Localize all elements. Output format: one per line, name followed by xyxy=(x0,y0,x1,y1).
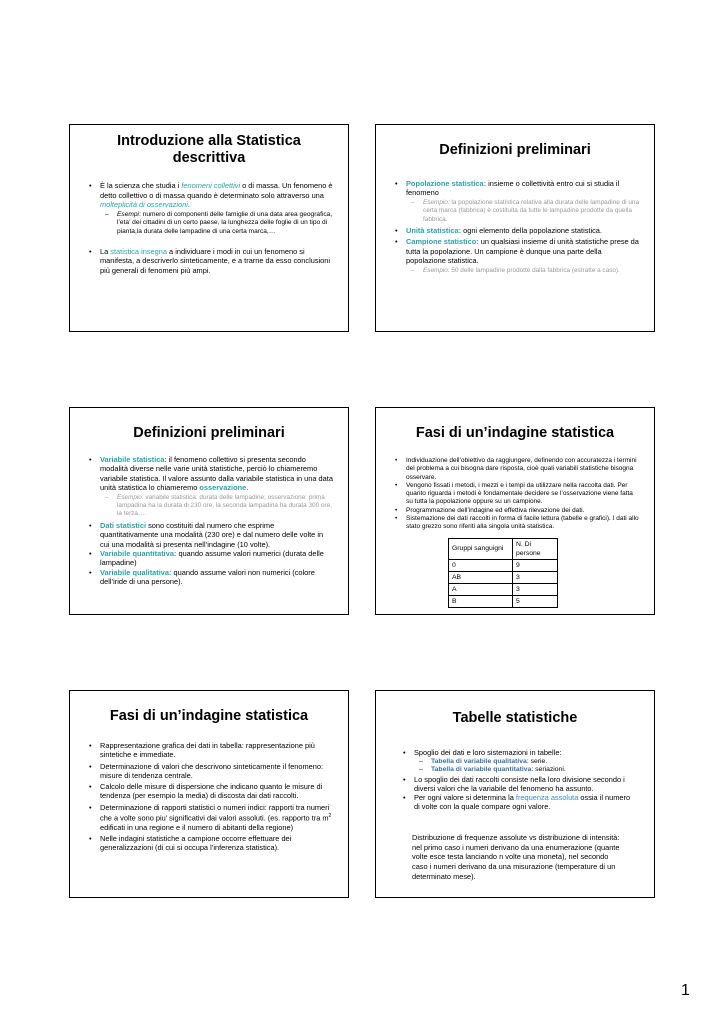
bullet: • La statistica insegna a individuare i modi in cui un fenomeno si manifesta, a descriverlo sinteticamente, e a trarne da esso conclusioni più generali di fenomeni più ampi. xyxy=(86,247,334,276)
table-row: A 3 xyxy=(449,583,558,595)
bullet: • Campione statistico: un qualsiasi insieme di unità statistiche prese da tutta la popolazione. Un campione è dunque una parte della popolazione statistica. – Esempio: 50 delle lampadine prodotte dalla fabbrica (estratte a caso). xyxy=(392,237,640,275)
distribution-paragraph: Distribuzione di frequenze assolute vs distribuzione di intensità: nel primo caso i numeri derivano da una enumerazione (quante volte esce testa lanciando n volte una moneta), nel secondo caso i numeri derivano da una misurazione (temperature di un determinato mese). xyxy=(412,833,620,881)
slide-body xyxy=(86,181,334,275)
slide-title: Definizioni preliminari xyxy=(439,142,591,158)
bullet: • Programmazione dell’indagine ed effettiva rilevazione dei dati. xyxy=(392,507,640,515)
sub-bullet: – Esempi: numero di componenti delle famiglie di una data area geografica, l’eta’ dei cittadini di un certo paese, la lunghezza delle foglie di un tipo di pianta,la durata delle lampadine di una certa marca,… xyxy=(100,211,334,237)
table-row: B 5 xyxy=(449,595,558,607)
slide-fasi-1 xyxy=(375,407,655,615)
slide-title: Definizioni preliminari xyxy=(133,425,285,441)
sub-bullet: – Esempio: la popolazione statistica relativa alla durata delle lampadine di una certa marca (fabbrica) è costituita da tutte le lampadine prodotte da quella fabbrica. xyxy=(406,199,640,224)
bullet: • Sistemazione dei dati raccolti in forma di facile lettura (tabelle e grafici). I dati allo stato grezzo sono riferiti alla singola unità statistica. xyxy=(392,515,640,532)
slide-title: Fasi di un’indagine statistica xyxy=(415,425,615,441)
bullet: • Unità statistica: ogni elemento della popolazione statistica. xyxy=(392,226,640,235)
bullet: • Determinazione di rapporti statistici o numeri indici: rapporti tra numeri che a volte sono piu’ significativi dai valori assoluti. (es. rapporto tra $m^2$ edificati in una regione e il numero di abitanti della regione) xyxy=(86,803,334,832)
sub-bullet: – Tabella di variabile qualitativa: serie. xyxy=(414,758,632,766)
bullet: • Variabile qualitativa: quando assume valori non numerici (colore dell’iride di una persone). xyxy=(86,568,334,587)
sub-bullet: – Esempio: 50 delle lampadine prodotte dalla fabbrica (estratte a caso). xyxy=(406,267,640,275)
bullet: • Variabile statistica: il fenomeno collettivo si presenta secondo modalità diverse nelle varie unità statistiche, perciò lo chiameremo variabile statistica. Il valore assunto dalla variabile statistica in una data unità statistica lo chiameremo osservazione. – Esempio: variabile statistica: durata delle lampadine; osservazione: prima lampadina ha la durata di 230 ore, la seconda lampadina ha durata 300 ore, la terza…. xyxy=(86,455,334,519)
bullet: • Per ogni valore si determina la frequenza assoluta ossia il numero di volte con la quale compare ogni valore. xyxy=(400,793,632,811)
bullet: • Popolazione statistica: insieme o collettività entro cui si studia il fenomeno – Esempio: la popolazione statistica relativa alla durata delle lampadine di una certa marca (fabbrica) è costituita da tutte le lampadine prodotte da quella fabbrica. xyxy=(392,179,640,224)
slide-definizioni-1 xyxy=(375,124,655,332)
slide-title: Fasi di un’indagine statistica xyxy=(109,708,309,724)
bullet: • Spoglio dei dati e loro sistemazioni in tabelle: – Tabella di variabile qualitativa: serie. – Tabella di variabile quantitativa: seriazioni. xyxy=(400,748,632,775)
slide-body xyxy=(400,748,632,811)
bullet: • Rappresentazione grafica dei dati in tabella: rappresentazione più sintetiche e immediate. xyxy=(86,741,334,760)
slide-introduzione xyxy=(69,124,349,332)
slide-body xyxy=(392,457,640,608)
bullet: • È la scienza che studia i fenomeni collettivi o di massa. Un fenomeno è detto collettivo o di massa quando è determinato solo attraverso una molteplicità di osservazioni. – Esempi: numero di componenti delle famiglie di una data area geografica, l’eta’ dei cittadini di un certo paese, la lunghezza delle foglie di un tipo di pianta,la durata delle lampadine di una certa marca,… xyxy=(86,181,334,237)
table-row: 0 9 xyxy=(449,559,558,571)
blood-group-table xyxy=(448,538,558,608)
bullet: • Calcolo delle misure di dispersione che indicano quanto le misure di tendenza (per esempio la media) di discosta dai dati raccolti. xyxy=(86,782,334,801)
slide-definizioni-2 xyxy=(69,407,349,615)
bullet: • Individuazione dell’obiettivo da raggiungere, definendo con accuratezza i termini del problema a cui bisogna dare risposta, cioè quali variabili statistiche bisogna osservare. xyxy=(392,457,640,482)
bullet: • Vengono fissati i metodi, i mezzi e i tempi da utilizzare nella raccolta dati. Per quanto riguarda i metodi è fondamentale decidere se l’osservazione viene fatta su tutta la popolazione oppure su un campione. xyxy=(392,482,640,507)
bullet: • Variabile quantitativa: quando assume valori numerici (durata delle lampadine) xyxy=(86,549,334,568)
sub-bullet: – Tabella di variabile quantitativa: seriazioni. xyxy=(414,766,632,774)
slide-tabelle xyxy=(375,690,655,898)
bullet: • Lo spoglio dei dati raccolti consiste nella loro divisione secondo i diversi valori che la variabile del fenomeno ha assunto. xyxy=(400,775,632,793)
bullet: • Nelle indagini statistiche a campione occorre effettuare dei generalizzazioni (di cui si occupa l’inferenza statistica). xyxy=(86,834,334,853)
slide-title: Tabelle statistiche xyxy=(452,710,578,726)
bullet: • Dati statistici sono costituiti dal numero che esprime quantitativamente una modalità (230 ore) e dal numero delle volte in cui una modalità si presenta nell’indagine (10 volte). xyxy=(86,521,334,549)
table-header-row: Gruppi sanguigni N. Di persone xyxy=(449,538,558,559)
page-number: 1 xyxy=(681,982,690,999)
bullet: • Determinazione di valori che descrivono sinteticamente il fenomeno: misure di tendenza centrale. xyxy=(86,762,334,781)
table-row: AB 3 xyxy=(449,571,558,583)
sub-bullet: – Esempio: variabile statistica: durata delle lampadine; osservazione: prima lampadina ha la durata di 230 ore, la seconda lampadina ha durata 300 ore, la terza…. xyxy=(100,494,334,519)
slide-title: Introduzione alla Statistica descrittiva xyxy=(117,133,301,166)
slide-body xyxy=(86,741,334,853)
slide-body xyxy=(392,179,640,275)
slide-fasi-2 xyxy=(69,690,349,898)
slide-body xyxy=(86,455,334,587)
